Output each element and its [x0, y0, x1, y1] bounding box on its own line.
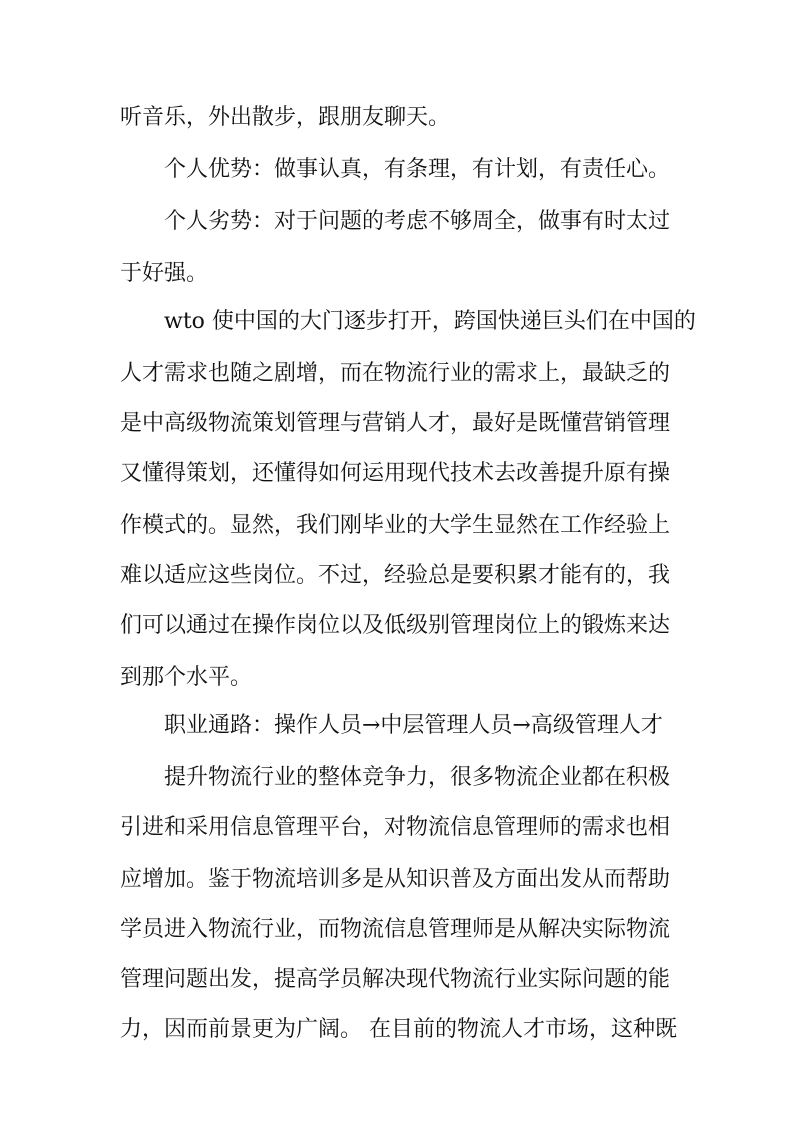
text-line: 引进和采用信息管理平台，对物流信息管理师的需求也相	[120, 815, 671, 840]
text-line: 学员进入物流行业，而物流信息管理师是从解决实际物流	[120, 917, 671, 942]
text-line: wto 使中国的大门逐步打开，跨国快递巨头们在中国的	[164, 309, 696, 334]
text-line: 职业通路：操作人员→中层管理人员→高级管理人才	[164, 713, 663, 738]
text-line: 应增加。鉴于物流培训多是从知识普及方面出发从而帮助	[120, 867, 671, 892]
text-line: 个人劣势：对于问题的考虑不够周全，做事有时太过	[164, 209, 671, 234]
text-line: 管理问题出发，提高学员解决现代物流行业实际问题的能	[120, 967, 671, 992]
text-line: 提升物流行业的整体竞争力，很多物流企业都在积极	[164, 765, 671, 790]
text-line: 人才需求也随之剧增，而在物流行业的需求上，最缺乏的	[120, 361, 671, 386]
text-line: 作模式的。显然，我们刚毕业的大学生显然在工作经验上	[120, 513, 671, 538]
text-line: 难以适应这些岗位。不过，经验总是要积累才能有的，我	[120, 563, 671, 588]
text-line: 又懂得策划，还懂得如何运用现代技术去改善提升原有操	[120, 461, 671, 486]
text-line: 们可以通过在操作岗位以及低级别管理岗位上的锻炼来达	[120, 613, 671, 638]
text-line: 是中高级物流策划管理与营销人才，最好是既懂营销管理	[120, 411, 671, 436]
text-line: 于好强。	[120, 261, 209, 286]
text-line: 听音乐，外出散步，跟朋友聊天。	[120, 105, 451, 130]
text-line: 力，因而前景更为广阔。 在目前的物流人才市场，这种既	[120, 1017, 677, 1042]
text-line: 到那个水平。	[120, 665, 253, 690]
text-line: 个人优势：做事认真，有条理，有计划，有责任心。	[164, 157, 671, 182]
